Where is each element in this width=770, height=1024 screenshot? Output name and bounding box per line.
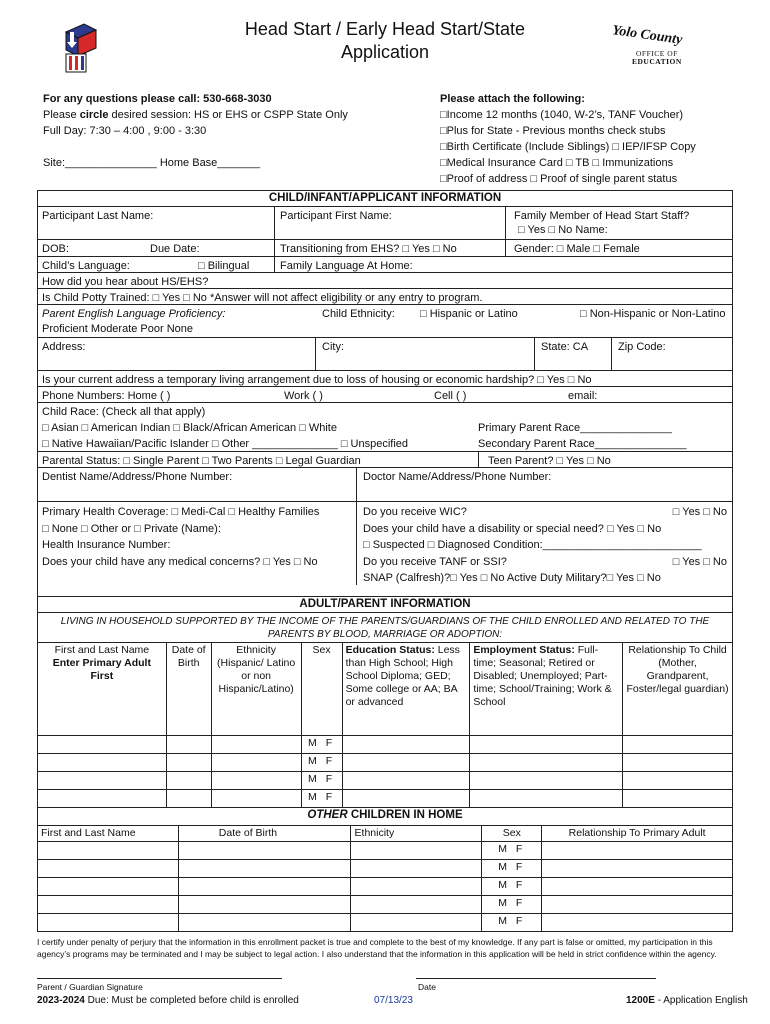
language-field[interactable]: Child’s Language: (42, 260, 130, 272)
health-coverage-block[interactable]: Primary Health Coverage: □ Medi-Cal □ Healthy Families □ None □ Other or □ Private (Name): Health Insurance Number: Does your child have any medical concerns? □ Yes □ No (42, 506, 320, 568)
org-line-3: EDUCATION (632, 57, 682, 66)
page-title (200, 18, 570, 64)
table-row[interactable] (38, 772, 733, 790)
form-number: 1200E - Application English (626, 995, 748, 1006)
race-options-1[interactable]: □ Asian □ American Indian □ Black/African American □ White (42, 422, 337, 434)
fullday-line: Full Day: 7:30 – 4:00 , 9:00 - 3:30 (43, 125, 207, 137)
last-name-field[interactable]: Participant Last Name: (42, 210, 154, 222)
sex-select[interactable]: M F (301, 790, 342, 808)
teen-parent-field[interactable]: Teen Parent? □ Yes □ No (488, 455, 611, 467)
col-child-name: First and Last Name (38, 826, 179, 842)
sex-select[interactable]: M F (482, 878, 542, 896)
work-phone-field[interactable]: Work ( ) (284, 390, 323, 402)
attach-list (440, 91, 740, 187)
address-field[interactable]: Address: (42, 341, 86, 353)
family-member-field[interactable]: Family Member of Head Start Staff? □ Yes □ No Name: (514, 210, 690, 236)
col-child-sex: Sex (482, 826, 542, 842)
doctor-field[interactable]: Doctor Name/Address/Phone Number: (363, 471, 552, 483)
title-line-2: Application (340, 42, 430, 62)
table-row[interactable] (38, 754, 733, 772)
col-sex: Sex (301, 643, 342, 736)
col-employment: Employment Status: Full-time; Seasonal; Retired or Disabled; Unemployed; Part-time; School/Training; Work & School (470, 643, 623, 736)
col-ethnicity: Ethnicity (Hispanic/ Latino or non Hispanic/Latino) (211, 643, 301, 736)
nonhispanic-checkbox[interactable]: □ Non-Hispanic or Non-Latino (580, 308, 726, 320)
session-line: Please circle desired session: HS or EHS or CSPP State Only (43, 109, 348, 121)
zip-field[interactable]: Zip Code: (618, 341, 666, 353)
child-section-heading: CHILD/INFANT/APPLICANT INFORMATION (38, 191, 732, 206)
state-field[interactable]: State: CA (541, 341, 589, 353)
city-field[interactable]: City: (322, 341, 344, 353)
org-line-2: OFFICE OF (635, 49, 678, 58)
adult-table: First and Last Name Enter Primary Adult First Date of Birth Ethnicity (Hispanic/ Latino or non Hispanic/Latino) Sex Education Status: Less than High School; High School Diploma; GED; Some college or AA; BA or advanced Employment Status: Full-time; Seasonal; Retired or Disabled; Unemployed; Part-time; School/Training; Work & School Relationship To Child (Mother, Grandparent, Foster/legal guardian) M F M F M F M F (37, 642, 733, 808)
attach-item[interactable]: □ Proof of address □ Proof of single parent status (440, 171, 740, 187)
col-name: First and Last Name (54, 644, 150, 656)
race-label: Child Race: (Check all that apply) (42, 406, 206, 418)
sex-select[interactable]: M F (482, 896, 542, 914)
sex-select[interactable]: M F (301, 754, 342, 772)
sex-select[interactable]: M F (482, 842, 542, 860)
certification-text: I certify under penalty of perjury that the information in this enrollment packet is true and complete to the best of my knowledge. If any part is false or omitted, my participation in this agency’s programs may be terminated and I may be subject to legal action. I also understand that the information in this application will be held in strict confidence within the agency. (37, 937, 717, 959)
sex-select[interactable]: M F (301, 736, 342, 754)
signature-line[interactable] (37, 978, 282, 979)
contact-info (43, 91, 423, 171)
temp-housing-field[interactable]: Is your current address a temporary living arrangement due to loss of housing or economic hardship? □ Yes □ No (42, 374, 592, 386)
attach-item[interactable]: □ Medical Insurance Card □ TB □ Immunizations (440, 155, 740, 171)
cell-phone-field[interactable]: Cell ( ) (434, 390, 467, 402)
attach-item[interactable]: □ Income 12 months (1040, W-2’s, TANF Voucher) (440, 107, 740, 123)
sex-select[interactable]: M F (301, 772, 342, 790)
table-row[interactable] (38, 860, 733, 878)
transition-field[interactable]: Transitioning from EHS? □ Yes □ No (280, 243, 457, 255)
yolo-county-logo (608, 23, 708, 74)
sex-select[interactable]: M F (482, 860, 542, 878)
secondary-race-field[interactable]: Secondary Parent Race_______________ (478, 438, 687, 450)
questions-line: For any questions please call: 530-668-3030 (43, 93, 272, 105)
first-name-field[interactable]: Participant First Name: (280, 210, 392, 222)
dob-field[interactable]: DOB: (42, 243, 69, 255)
primary-race-field[interactable]: Primary Parent Race_______________ (478, 422, 672, 434)
race-options-2[interactable]: □ Native Hawaiian/Pacific Islander □ Other ______________ □ Unspecified (42, 438, 409, 450)
table-row[interactable] (38, 790, 733, 808)
services-block[interactable]: Do you receive WIC? □ Yes □ No Does your child have a disability or special need? □ Yes □ No □ Suspected □ Diagnosed Condition:__________________________ Do you receive TANF or SSI? □ Yes □ No SNAP (Calfresh)?□ Yes □ No Active Duty Military?□ Yes □ No (363, 506, 727, 584)
site-line: Site:_______________ Home Base_______ (43, 157, 261, 169)
table-row[interactable] (38, 842, 733, 860)
attach-item[interactable]: □ Plus for State - Previous months check stubs (440, 123, 740, 139)
other-children-heading: OTHER CHILDREN IN HOME (37, 808, 733, 825)
col-child-dob: Date of Birth (178, 826, 350, 842)
signature-label: Parent / Guardian Signature (37, 982, 143, 992)
org-name: Yolo County (611, 23, 684, 48)
hear-field[interactable]: How did you hear about HS/EHS? (42, 276, 209, 288)
head-start-logo (62, 22, 98, 74)
dentist-field[interactable]: Dentist Name/Address/Phone Number: (42, 471, 233, 483)
parental-status-field[interactable]: Parental Status: □ Single Parent □ Two Parents □ Legal Guardian (42, 455, 361, 467)
table-row[interactable] (38, 878, 733, 896)
potty-field[interactable]: Is Child Potty Trained: □ Yes □ No *Answer will not affect eligibility or any entry to program. (42, 292, 483, 304)
gender-field[interactable]: Gender: □ Male □ Female (514, 243, 640, 255)
due-note: 2023-2024 Due: Must be completed before child is enrolled (37, 995, 299, 1006)
col-education: Education Status: Less than High School; High School Diploma; GED; Some college or AA; BA or advanced (342, 643, 470, 736)
adult-section-header (37, 597, 733, 643)
family-language-field[interactable]: Family Language At Home: (280, 260, 413, 272)
attach-item[interactable]: □ Birth Certificate (Include Siblings) □ IEP/IFSP Copy (440, 139, 740, 155)
table-row[interactable] (38, 914, 733, 932)
col-child-ethnicity: Ethnicity (350, 826, 482, 842)
attach-heading: Please attach the following: (440, 93, 585, 105)
home-phone-field[interactable]: Phone Numbers: Home ( ) (42, 390, 171, 402)
due-date-field[interactable]: Due Date: (150, 243, 200, 255)
english-proficiency-options[interactable]: Proficient Moderate Poor None (42, 323, 194, 335)
title-line-1: Head Start / Early Head Start/State (244, 19, 526, 39)
col-relationship: Relationship To Child (Mother, Grandparent, Foster/legal guardian) (623, 643, 733, 736)
other-children-table (37, 825, 733, 932)
date-line[interactable] (416, 978, 656, 979)
email-field[interactable]: email: (568, 390, 598, 402)
bilingual-checkbox[interactable]: □ Bilingual (198, 260, 250, 272)
ethnicity-label: Child Ethnicity: (322, 308, 395, 320)
date-label: Date (418, 982, 436, 992)
version-date: 07/13/23 (374, 995, 413, 1006)
hispanic-checkbox[interactable]: □ Hispanic or Latino (420, 308, 518, 320)
english-proficiency-label: Parent English Language Proficiency: (42, 308, 226, 320)
adult-section-heading: ADULT/PARENT INFORMATION (38, 597, 732, 612)
living-statement: LIVING IN HOUSEHOLD SUPPORTED BY THE INCOME OF THE PARENTS/GUARDIANS OF THE CHILD ENROLLED AND RELATED TO THE PARENTS BY BLOOD, MARRIAGE OR ADOPTION: (38, 612, 732, 643)
col-date: Date of Birth (166, 643, 211, 736)
table-row[interactable] (38, 736, 733, 754)
sex-select[interactable]: M F (482, 914, 542, 932)
child-info-section (37, 190, 733, 597)
col-child-relationship: Relationship To Primary Adult (542, 826, 733, 842)
table-row[interactable] (38, 896, 733, 914)
